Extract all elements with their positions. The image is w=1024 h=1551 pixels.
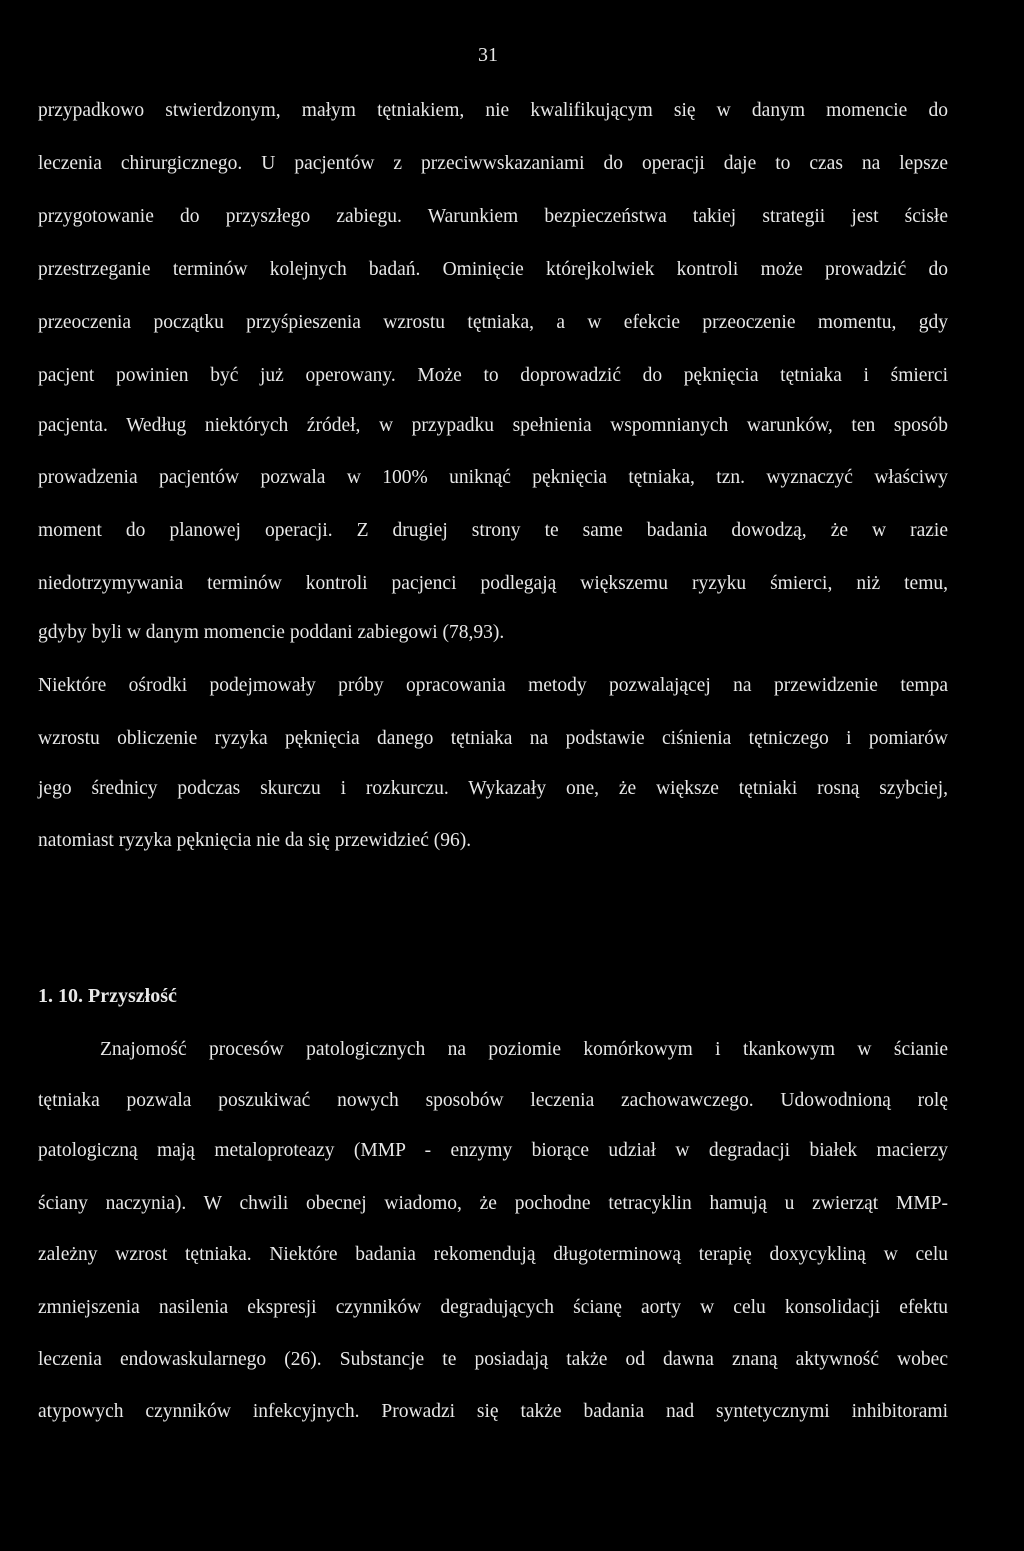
text-line: pacjenta. Według niektórych źródeł, w przypadku spełnienia wspomnianych warunków, ten sposób: [38, 415, 948, 436]
text-line: patologiczną mają metaloproteazy (MMP - enzymy biorące udział w degradacji białek macierzy: [38, 1140, 948, 1161]
text-line: Znajomość procesów patologicznych na poziomie komórkowym i tkankowym w ścianie: [100, 1039, 948, 1060]
text-line: wzrostu obliczenie ryzyka pęknięcia danego tętniaka na podstawie ciśnienia tętniczego i pomiarów: [38, 728, 948, 749]
text-line: niedotrzymywania terminów kontroli pacjenci podlegają większemu ryzyku śmierci, niż temu,: [38, 573, 948, 594]
text-line: moment do planowej operacji. Z drugiej strony te same badania dowodzą, że w razie: [38, 520, 948, 541]
text-line: gdyby byli w danym momencie poddani zabiegowi (78,93).: [38, 622, 505, 643]
text-line: atypowych czynników infekcyjnych. Prowadzi się także badania nad syntetycznymi inhibitorami: [38, 1401, 948, 1422]
text-line: leczenia chirurgicznego. U pacjentów z przeciwwskazaniami do operacji daje to czas na lepsze: [38, 153, 948, 174]
text-line: zmniejszenia nasilenia ekspresji czynników degradujących ścianę aorty w celu konsolidacji efektu: [38, 1297, 948, 1318]
text-line: natomiast ryzyka pęknięcia nie da się przewidzieć (96).: [38, 830, 472, 851]
text-line: przestrzeganie terminów kolejnych badań. Ominięcie którejkolwiek kontroli może prowadzić do: [38, 259, 948, 280]
text-line: przygotowanie do przyszłego zabiegu. Warunkiem bezpieczeństwa takiej strategii jest ścisłe: [38, 206, 948, 227]
text-line: jego średnicy podczas skurczu i rozkurczu. Wykazały one, że większe tętniaki rosną szybciej,: [38, 778, 948, 799]
text-line: tętniaka pozwala poszukiwać nowych sposobów leczenia zachowawczego. Udowodnioną rolę: [38, 1090, 948, 1111]
text-line: przypadkowo stwierdzonym, małym tętniakiem, nie kwalifikującym się w danym momencie do: [38, 100, 948, 121]
text-line: Niektóre ośrodki podejmowały próby opracowania metody pozwalającej na przewidzenie tempa: [38, 675, 948, 696]
section-heading: 1. 10. Przyszłość: [38, 985, 177, 1007]
text-line: prowadzenia pacjentów pozwala w 100% uniknąć pęknięcia tętniaka, tzn. wyznaczyć właściwy: [38, 467, 948, 488]
text-line: przeoczenia początku przyśpieszenia wzrostu tętniaka, a w efekcie przeoczenie momentu, gdy: [38, 312, 948, 333]
text-line: leczenia endowaskularnego (26). Substancje te posiadają także od dawna znaną aktywność wobec: [38, 1349, 948, 1370]
text-line: pacjent powinien być już operowany. Może to doprowadzić do pęknięcia tętniaka i śmierci: [38, 365, 948, 386]
text-line: zależny wzrost tętniaka. Niektóre badania rekomendują długoterminową terapię doxycykliną w celu: [38, 1244, 948, 1265]
text-line: ściany naczynia). W chwili obecnej wiadomo, że pochodne tetracyklin hamują u zwierząt MMP-: [38, 1193, 948, 1214]
page-number: 31: [478, 44, 498, 66]
